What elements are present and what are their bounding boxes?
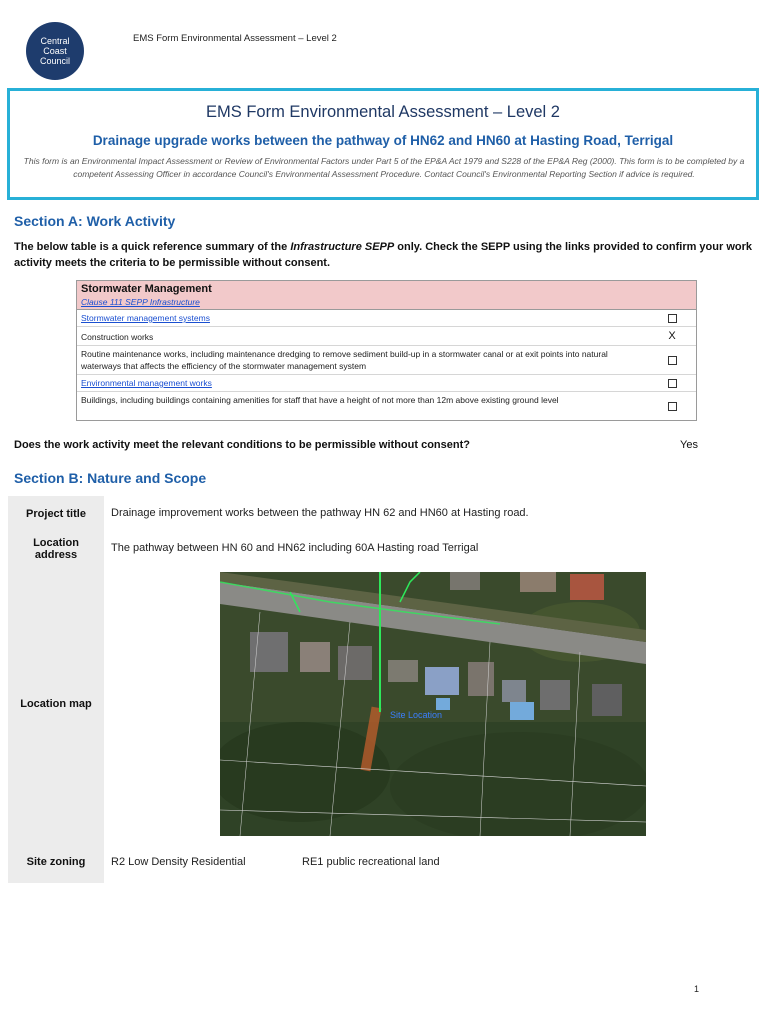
- row-label: Construction works: [81, 332, 154, 342]
- section-a-instruction: [14, 239, 759, 271]
- checkbox[interactable]: [668, 379, 677, 388]
- checkbox-cell: [648, 327, 696, 345]
- project-title-value: Drainage improvement works between the pathway HN 62 and HN60 at Hasting road.: [111, 507, 529, 519]
- table-row: [77, 392, 696, 420]
- location-map-image: [220, 572, 646, 836]
- table-row: [77, 310, 696, 327]
- section-a-heading: Section A: Work Activity: [14, 213, 176, 229]
- location-map-label: [8, 567, 104, 841]
- checkbox-cell: [648, 392, 696, 420]
- site-zoning-label-text: Site zoning: [26, 856, 86, 868]
- document-subtitle: Drainage upgrade works between the pathway of HN62 and HN60 at Hasting Road, Terrigal: [92, 133, 674, 148]
- table-row: [77, 346, 696, 375]
- instruction-text-2: only. Check the SEPP using the links provided to confirm your work activity meets the criteria to be permissible without consent.: [14, 241, 753, 269]
- location-label-text: Location address: [33, 537, 79, 561]
- row-label: Routine maintenance works, including maintenance dredging to remove sediment build-up in a stormwater canal or at exit points into natural waterways that affects the efficiency of the stormwater management system: [81, 349, 608, 371]
- section-b-heading: Section B: Nature and Scope: [14, 470, 207, 486]
- checkbox[interactable]: [668, 402, 677, 411]
- environmental-works-link[interactable]: Environmental management works: [81, 378, 212, 388]
- sepp-table-header: [77, 281, 696, 310]
- location-value: The pathway between HN 60 and HN62 including 60A Hasting road Terrigal: [111, 542, 479, 554]
- checkbox[interactable]: [668, 356, 677, 365]
- table-row: [77, 375, 696, 392]
- clause-link[interactable]: Clause 111 SEPP Infrastructure: [81, 297, 200, 307]
- logo-line-1: Central: [40, 36, 70, 46]
- checked-mark[interactable]: X: [668, 330, 676, 342]
- logo-line-2: Coast: [43, 46, 67, 56]
- permissibility-answer[interactable]: Yes: [680, 439, 698, 451]
- instruction-emphasis: Infrastructure SEPP: [290, 241, 395, 253]
- project-title-label: [8, 496, 104, 531]
- project-title-label-text: Project title: [26, 507, 86, 520]
- council-logo: [26, 22, 84, 80]
- checkbox-cell: [648, 375, 696, 391]
- site-location-label: Site Location: [390, 710, 443, 720]
- checkbox[interactable]: [668, 314, 677, 323]
- location-map-label-text: Location map: [20, 698, 92, 710]
- intro-paragraph: This form is an Environmental Impact Assessment or Review of Environmental Factors under Part 5 of the EP&A Act 1979 and S228 of the EP&A Reg (2000). This form is to be completed by a competent Assessing Officer in accordance Council's Environmental Assessment Procedure. Contact Council's Environmental Reporting Section if advice is required.: [23, 156, 745, 179]
- page-number: 1: [694, 984, 700, 994]
- table-row: [77, 327, 696, 346]
- checkbox-cell: [648, 310, 696, 326]
- row-label: Buildings, including buildings containing amenities for staff that have a height of not more than 12m above existing ground level: [81, 395, 559, 405]
- stormwater-systems-link[interactable]: Stormwater management systems: [81, 313, 210, 323]
- running-header: EMS Form Environmental Assessment – Level 2: [133, 33, 337, 44]
- sepp-table-title: Stormwater Management: [81, 283, 212, 295]
- permissibility-question: Does the work activity meet the relevant conditions to be permissible without consent?: [14, 439, 470, 451]
- location-label: [8, 531, 104, 567]
- zoning-value-re1: RE1 public recreational land: [302, 856, 440, 868]
- checkbox-cell: [648, 346, 696, 374]
- zoning-value-r2: R2 Low Density Residential: [111, 856, 246, 868]
- site-zoning-label: [8, 841, 104, 883]
- aerial-map-svg: [220, 572, 646, 836]
- title-box: [7, 88, 759, 200]
- document-title: EMS Form Environmental Assessment – Level 2: [206, 103, 560, 121]
- logo-line-3: Council: [39, 56, 70, 66]
- instruction-text-1: The below table is a quick reference summary of the: [14, 241, 291, 253]
- sepp-table: [76, 280, 697, 421]
